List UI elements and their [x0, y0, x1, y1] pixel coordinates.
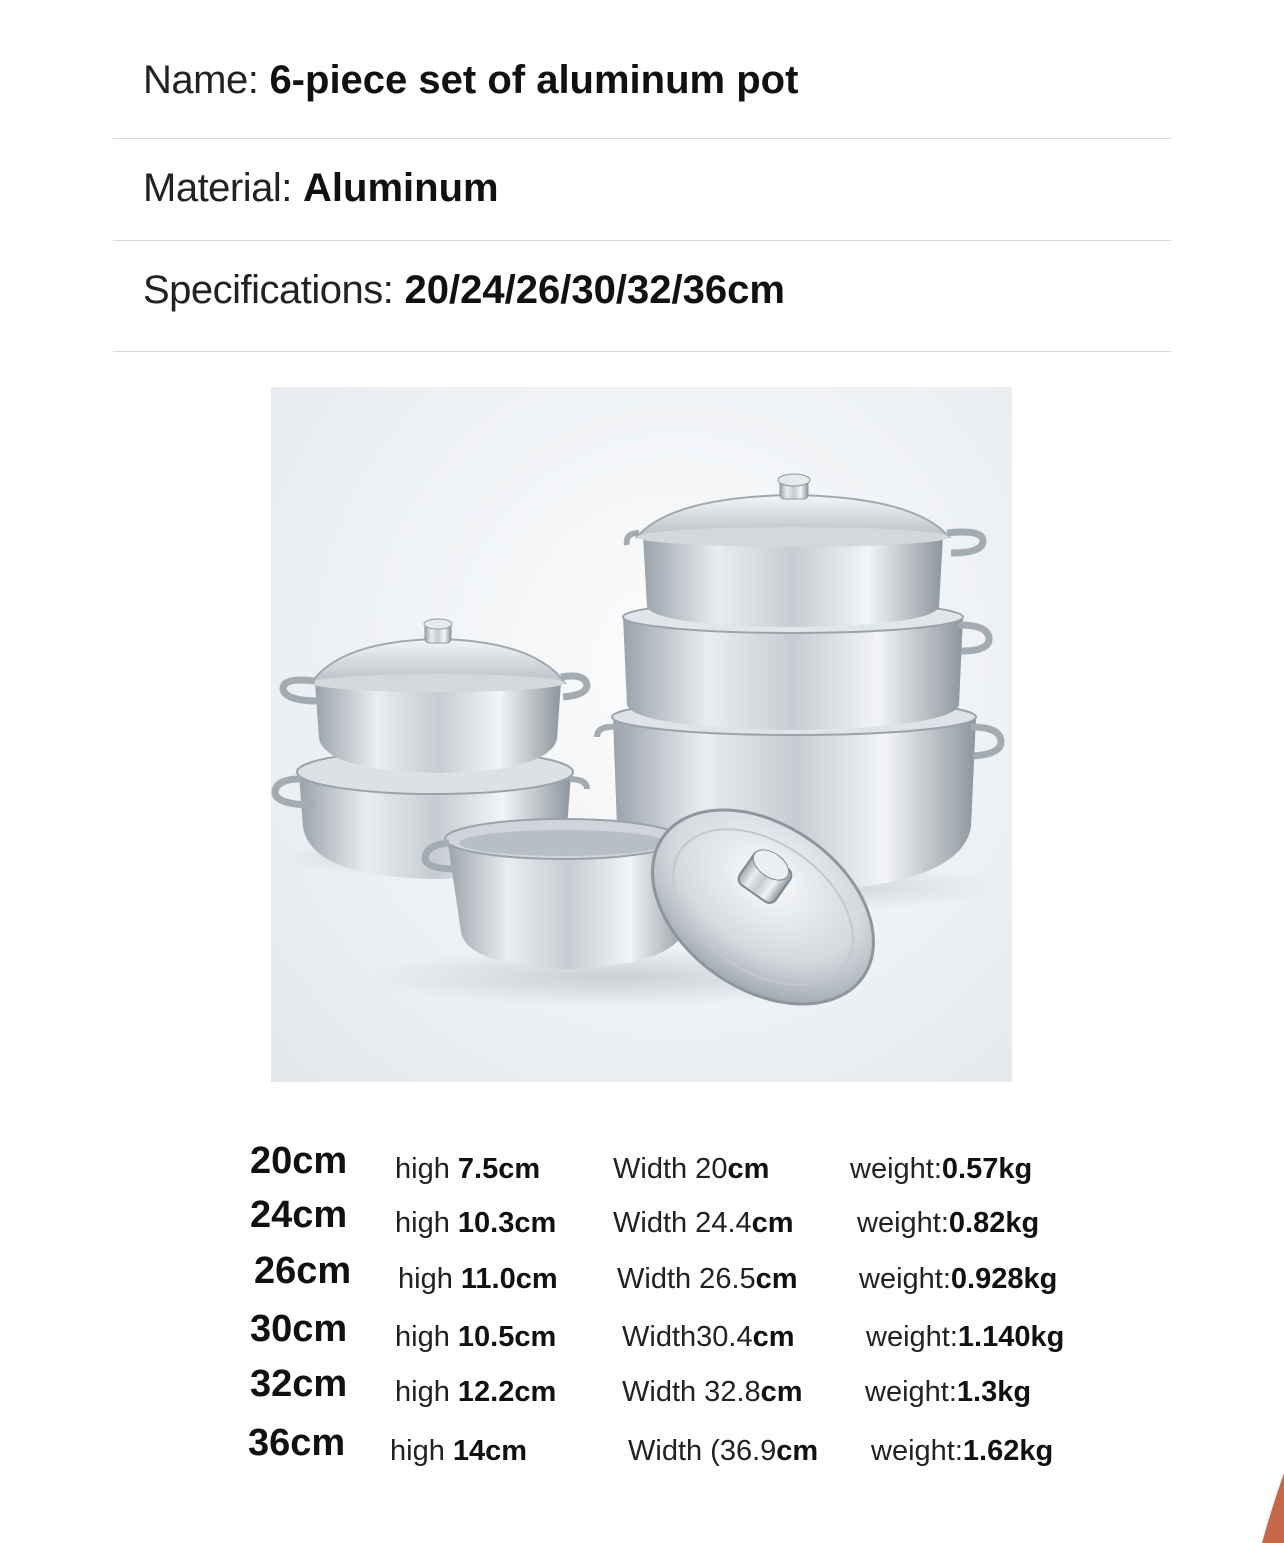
- width-unit: cm: [727, 1153, 770, 1185]
- spec-name-label: Name:: [143, 58, 259, 102]
- spec-specifications-label: Specifications:: [143, 268, 394, 312]
- height-label: high: [398, 1263, 453, 1295]
- height-label: high: [390, 1435, 445, 1467]
- size-row: [0, 1138, 1284, 1194]
- weight-value: 1.62kg: [962, 1435, 1054, 1467]
- width-unit: cm: [751, 1207, 794, 1239]
- width-unit: cm: [760, 1376, 803, 1408]
- width-label: Width (36.9: [628, 1435, 777, 1467]
- height-label: high: [395, 1321, 450, 1353]
- height-value: 12.2cm: [457, 1376, 557, 1408]
- width-cell: [613, 1207, 794, 1240]
- spec-name-value: 6-piece set of aluminum pot: [269, 58, 799, 102]
- size-value: 36cm: [248, 1422, 346, 1464]
- weight-cell: [859, 1263, 1057, 1296]
- weight-value: 1.3kg: [956, 1376, 1032, 1408]
- weight-cell: [850, 1153, 1032, 1186]
- size-row: [0, 1420, 1284, 1476]
- weight-value: 0.57kg: [941, 1153, 1033, 1185]
- size-value: 24cm: [250, 1194, 348, 1236]
- height-label: high: [395, 1376, 450, 1408]
- weight-value: 0.82kg: [948, 1207, 1040, 1239]
- size-row: [0, 1192, 1284, 1248]
- spec-material: [143, 166, 499, 211]
- width-unit: cm: [776, 1435, 819, 1467]
- height-cell: [395, 1153, 540, 1186]
- pot-set-illustration: [271, 387, 1012, 1082]
- spec-specifications: [143, 268, 785, 313]
- weight-label: weight:: [857, 1207, 949, 1239]
- weight-cell: [871, 1435, 1053, 1468]
- corner-accent-shape: [1254, 1443, 1284, 1543]
- weight-label: weight:: [859, 1263, 951, 1295]
- size-value: 32cm: [250, 1363, 348, 1405]
- height-label: high: [395, 1207, 450, 1239]
- height-cell: [390, 1435, 527, 1468]
- width-label: Width 32.8: [622, 1376, 761, 1408]
- weight-label: weight:: [850, 1153, 942, 1185]
- size-value: 26cm: [254, 1250, 352, 1292]
- height-cell: [395, 1376, 556, 1409]
- width-label: Width 24.4: [613, 1207, 752, 1239]
- size-row: [0, 1361, 1284, 1417]
- width-label: Width 20: [613, 1153, 728, 1185]
- height-value: 10.5cm: [457, 1321, 557, 1353]
- width-cell: [617, 1263, 798, 1296]
- size-value: 30cm: [250, 1308, 348, 1350]
- width-cell: [622, 1376, 803, 1409]
- spec-name: [143, 58, 798, 103]
- height-cell: [395, 1321, 556, 1354]
- size-value: 20cm: [250, 1140, 348, 1182]
- height-cell: [395, 1207, 556, 1240]
- weight-label: weight:: [865, 1376, 957, 1408]
- width-unit: cm: [752, 1321, 795, 1353]
- spec-material-label: Material:: [143, 166, 292, 210]
- weight-value: 1.140kg: [957, 1321, 1065, 1353]
- divider: [113, 240, 1171, 241]
- divider: [113, 351, 1171, 352]
- height-cell: [398, 1263, 558, 1296]
- width-cell: [613, 1153, 769, 1186]
- height-label: high: [395, 1153, 450, 1185]
- width-label: Width 26.5: [617, 1263, 756, 1295]
- height-value: 7.5cm: [457, 1153, 541, 1185]
- weight-cell: [865, 1376, 1031, 1409]
- height-value: 11.0cm: [460, 1263, 558, 1295]
- width-unit: cm: [755, 1263, 798, 1295]
- size-row: [0, 1306, 1284, 1362]
- weight-cell: [866, 1321, 1064, 1354]
- product-photo: [271, 387, 1012, 1082]
- size-row: [0, 1248, 1284, 1304]
- height-value: 10.3cm: [457, 1207, 557, 1239]
- weight-cell: [857, 1207, 1039, 1240]
- weight-label: weight:: [871, 1435, 963, 1467]
- height-value: 14cm: [452, 1435, 528, 1467]
- width-cell: [622, 1321, 795, 1354]
- spec-specifications-value: 20/24/26/30/32/36cm: [404, 268, 785, 312]
- spec-material-value: Aluminum: [303, 166, 499, 210]
- divider: [113, 138, 1171, 139]
- weight-label: weight:: [866, 1321, 958, 1353]
- weight-value: 0.928kg: [950, 1263, 1058, 1295]
- width-cell: [628, 1435, 818, 1468]
- width-label: Width30.4: [622, 1321, 753, 1353]
